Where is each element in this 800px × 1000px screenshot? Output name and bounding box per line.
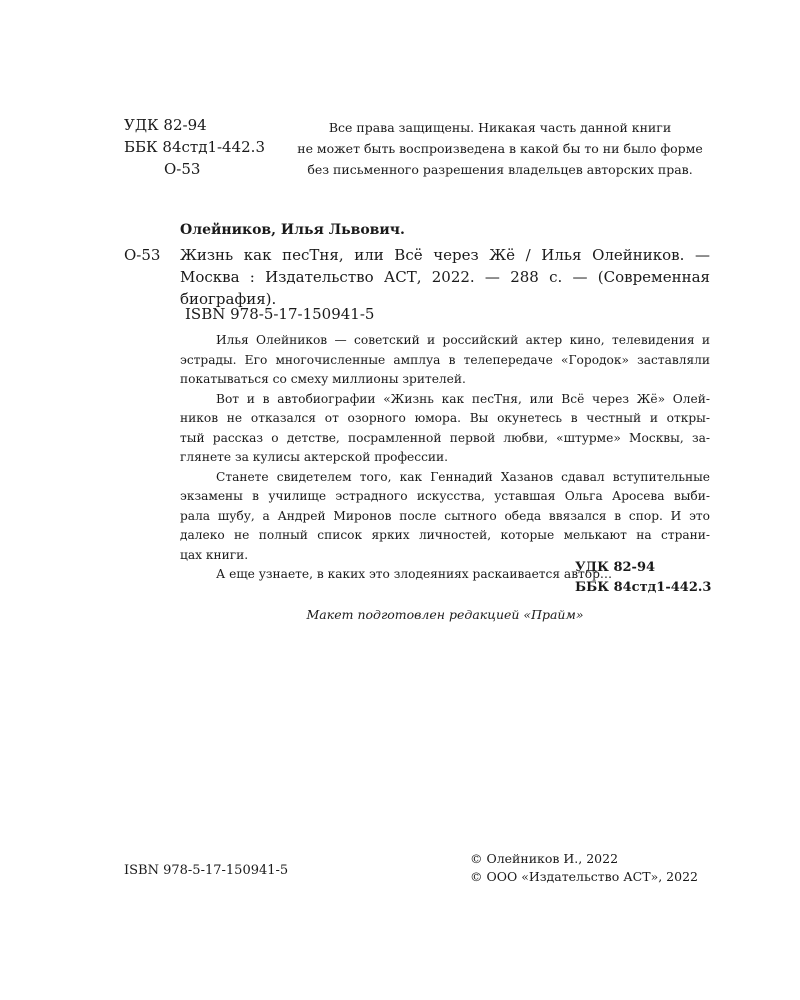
annotation-paragraph: А еще узнаете, в каких это злодеяниях раскаивается автор… xyxy=(216,567,613,581)
copyright-lines xyxy=(470,850,698,886)
bbk-code: ББК 84стд1-442.3 xyxy=(124,138,265,156)
title-line: биография). xyxy=(180,290,277,308)
copyright-author: © Олейников И., 2022 xyxy=(470,851,619,866)
annotation-line: глянете за кулисы актерской профессии. xyxy=(180,450,449,464)
copyright-notice-line: не может быть воспроизведена в какой бы то ни было форме xyxy=(297,141,703,156)
annotation-line: ников не отказался от озорного юмора. Вы окунетесь в честный и откры- xyxy=(180,411,710,425)
isbn-bottom: ISBN 978-5-17-150941-5 xyxy=(124,863,289,878)
bib-author-sign: О-53 xyxy=(124,246,161,264)
title-line: Жизнь как песТня, или Всё через Жё / Илья Олейников. — xyxy=(180,246,710,264)
copyright-notice xyxy=(290,117,710,180)
annotation-line: эстрады. Его многочисленные амплуа в телепередаче «Городок» заставляли xyxy=(180,352,710,367)
annotation-line: Станете свидетелем того, как Геннадий Хазанов сдавал вступительные xyxy=(216,469,710,484)
annotation-line: Вот и в автобиографии «Жизнь как песТня, или Всё через Жё» Олей- xyxy=(216,391,710,406)
bbk-code-bold: ББК 84стд1-442.3 xyxy=(575,580,712,595)
annotation-paragraph xyxy=(180,331,710,390)
copyright-publisher: © ООО «Издательство АСТ», 2022 xyxy=(470,869,698,884)
classification-codes-bold xyxy=(575,558,711,598)
annotation-paragraph xyxy=(180,390,710,468)
isbn: ISBN 978-5-17-150941-5 xyxy=(185,305,375,323)
classification-codes xyxy=(124,114,265,180)
udk-code: УДК 82-94 xyxy=(124,116,207,134)
bibliographic-description xyxy=(180,244,710,310)
annotation-line: тый рассказ о детстве, посрамленной первой любви, «штурме» Москвы, за- xyxy=(180,430,710,445)
annotation-line: цах книги. xyxy=(180,547,249,562)
author-name: Олейников, Илья Львович. xyxy=(180,222,405,238)
annotation xyxy=(180,331,710,585)
udk-code-bold: УДК 82-94 xyxy=(575,560,656,575)
layout-credit: Макет подготовлен редакцией «Прайм» xyxy=(306,607,584,622)
author-sign: О-53 xyxy=(164,160,201,178)
annotation-line: рала шубу, а Андрей Миронов после сытного обеда ввязался в спор. И это xyxy=(180,508,710,523)
title-line: Москва : Издательство АСТ, 2022. — 288 с. — (Современная xyxy=(180,268,710,286)
annotation-line: Илья Олейников — советский и российский актер кино, телевидения и xyxy=(216,333,710,347)
annotation-paragraph xyxy=(180,468,710,566)
copyright-notice-line: Все права защищены. Никакая часть данной книги xyxy=(328,120,672,135)
annotation-line: покатываться со смеху миллионы зрителей. xyxy=(180,372,466,386)
annotation-line: экзамены в училище эстрадного искусства, уставшая Ольга Аросева выби- xyxy=(180,489,710,503)
copyright-notice-line: без письменного разрешения владельцев авторских прав. xyxy=(307,162,693,177)
annotation-line: далеко не полный список ярких личностей, которые мелькают на страни- xyxy=(180,528,710,542)
